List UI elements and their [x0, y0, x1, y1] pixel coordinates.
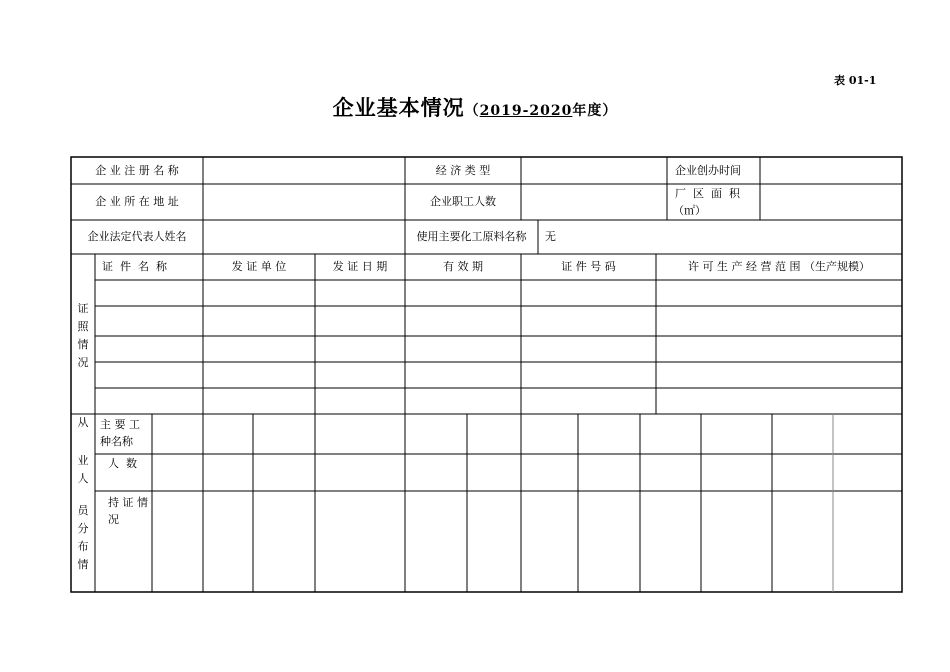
area-label: 厂 区 面 积	[675, 186, 740, 200]
cert-status-label: 持 证 情 况	[108, 496, 148, 526]
cert-header-validity: 有 效 期	[443, 260, 483, 273]
title-paren-close: ）	[602, 103, 618, 119]
reg-name-field[interactable]	[204, 158, 404, 183]
work-type-label: 主 要 工 种名称	[100, 418, 140, 448]
founded-label: 企业创办时间	[675, 163, 741, 177]
area-unit: （㎡）	[673, 203, 706, 217]
title-paren-open: （	[464, 103, 480, 119]
count-label: 人 数	[108, 457, 137, 470]
reg-name-label: 企 业 注 册 名 称	[95, 163, 179, 177]
legal-rep-field[interactable]	[204, 221, 404, 253]
cert-header-issuer: 发 证 单 位	[231, 260, 287, 273]
employees-label: 企业职工人数	[430, 195, 496, 208]
employees-field[interactable]	[522, 185, 666, 219]
cert-header-name: 证 件 名 称	[102, 260, 167, 273]
address-label: 企 业 所 在 地 址	[95, 195, 179, 208]
table-number: 表 01-1	[834, 74, 877, 87]
address-field[interactable]	[204, 185, 404, 219]
cert-header-scope: 许 可 生 产 经 营 范 围 （生产规模）	[688, 260, 870, 273]
staff-side-mid: 业人	[77, 454, 89, 485]
chem-label: 使用主要化工原料名称	[416, 230, 527, 243]
legal-rep-label: 企业法定代表人姓名	[87, 230, 187, 243]
title-text: 企业基本情况	[332, 95, 465, 120]
title-year-suffix: 年度	[572, 103, 603, 119]
staff-side-top: 从	[77, 416, 89, 429]
title-years: 2019-2020	[479, 103, 573, 119]
cert-header-number: 证 件 号 码	[561, 260, 616, 273]
econ-type-field[interactable]	[522, 158, 666, 183]
area-field[interactable]	[761, 185, 901, 219]
cert-side-label: 证照情况	[77, 302, 89, 369]
cert-header-issue-date: 发 证 日 期	[332, 260, 388, 273]
staff-side-bottom: 员分布情	[77, 504, 89, 571]
founded-field[interactable]	[761, 158, 901, 183]
econ-type-label: 经 济 类 型	[435, 163, 491, 177]
chem-value[interactable]: 无	[545, 230, 556, 243]
